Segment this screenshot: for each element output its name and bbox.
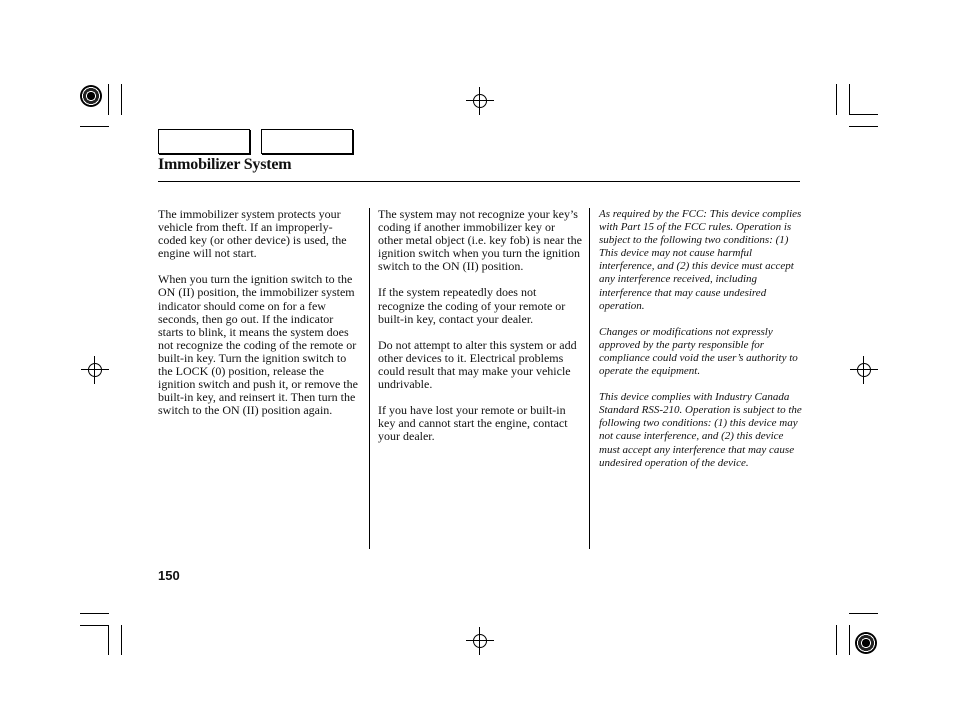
paragraph: When you turn the ignition switch to the ON (II) position, the immobilizer system indicator should come on for a few seconds, then go out. If the indicator starts to blink, it means the system does not recognize the coding of the remote or built-in key. Turn the ignition switch to the LOCK (0) position, release the ignition switch and push it, or remove the built-in key, and reinsert it. Then turn the switch to the ON (II) position again. bbox=[158, 272, 358, 418]
header-tab-box-1 bbox=[158, 129, 250, 154]
paragraph: If you have lost your remote or built-in key and cannot start the engine, contact your dealer. bbox=[378, 403, 568, 444]
crop-mark bbox=[849, 126, 878, 127]
crop-mark bbox=[849, 613, 878, 614]
crop-mark bbox=[80, 613, 109, 614]
crop-mark bbox=[849, 84, 850, 115]
paragraph: The system may not recognize your key’s coding if another immobilizer key or other metal object (i.e. key fob) is near the ignition switch when you turn the ignition switch to the ON (II) position. bbox=[378, 207, 582, 274]
section-title: Immobilizer System bbox=[158, 156, 292, 173]
paragraph: As required by the FCC: This device complies with Part 15 of the FCC rules. Operation is subject to the following two conditions: (1) This device may not cause harmful interference, and (2) this device must accept any interference received, including interference that may cause undesired operation. bbox=[599, 208, 802, 312]
crop-mark bbox=[121, 84, 122, 115]
crosshair-mark-left bbox=[81, 356, 109, 384]
crop-mark bbox=[108, 84, 109, 115]
column-divider bbox=[369, 208, 370, 549]
crosshair-mark-bottom bbox=[466, 627, 494, 655]
crosshair-mark-top bbox=[466, 87, 494, 115]
crop-mark bbox=[80, 126, 109, 127]
header-tab-box-2 bbox=[261, 129, 353, 154]
page-number: 150 bbox=[158, 568, 180, 583]
crop-mark bbox=[108, 625, 109, 655]
crop-mark bbox=[849, 114, 878, 115]
paragraph: Changes or modifications not expressly approved by the party responsible for compliance could void the user’s authority to operate the equipment. bbox=[599, 325, 798, 378]
paragraph: The immobilizer system protects your vehicle from theft. If an improperly-coded key (or other device) is used, the engine will not start. bbox=[158, 207, 347, 261]
crop-mark bbox=[121, 625, 122, 655]
text-column-3 bbox=[599, 208, 804, 483]
title-rule bbox=[158, 181, 800, 182]
crop-mark bbox=[80, 625, 109, 626]
text-column-1 bbox=[158, 208, 360, 430]
column-divider bbox=[589, 208, 590, 549]
crosshair-mark-right bbox=[850, 356, 878, 384]
registration-mark-bottom-right bbox=[855, 632, 877, 654]
text-column-2 bbox=[378, 208, 582, 456]
registration-mark-top-left bbox=[80, 85, 102, 107]
paragraph: Do not attempt to alter this system or add other devices to it. Electrical problems could result that may make your vehicle undrivable. bbox=[378, 337, 577, 392]
paragraph: This device complies with Industry Canada Standard RSS-210. Operation is subject to the following two conditions: (1) this device may not cause interference, and (2) this device must accept any interference that may cause undesired operation of the device. bbox=[599, 391, 802, 469]
crop-mark bbox=[836, 84, 837, 115]
paragraph: If the system repeatedly does not recognize the coding of your remote or built-in key, contact your dealer. bbox=[378, 285, 566, 326]
crop-mark bbox=[849, 625, 850, 655]
crop-mark bbox=[836, 625, 837, 655]
